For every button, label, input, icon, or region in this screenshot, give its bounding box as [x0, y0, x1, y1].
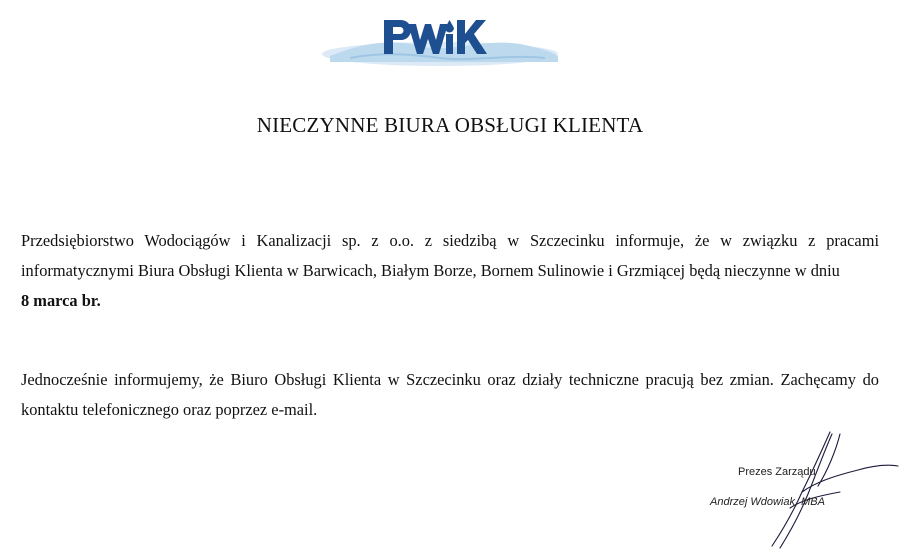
info-paragraph — [21, 365, 879, 425]
pwik-water-logo-icon — [320, 8, 560, 70]
notice-paragraph — [21, 226, 879, 316]
page-title: NIECZYNNE BIURA OBSŁUGI KLIENTA — [256, 113, 644, 137]
closure-date: 8 marca br. — [21, 291, 101, 310]
info-paragraph-text: Jednocześnie informujemy, że Biuro Obsługi Klienta w Szczecinku oraz działy techniczne pracują bez zmian. Zachęcamy do kontaktu telefonicznego oraz poprzez e-mail. — [21, 370, 879, 419]
signatory-name: Andrzej Wdowiak, MBA — [710, 496, 825, 508]
notice-paragraph-text: Przedsiębiorstwo Wodociągów i Kanalizacji sp. z o.o. z siedzibą w Szczecinku informuje, że w związku z pracami informatycznymi Biura Obsługi Klienta w Barwicach, Białym Borze, Bornem Sulinowie i Grzmiącej będą nieczynne w dniu — [21, 231, 879, 280]
company-logo — [320, 8, 560, 70]
signatory-role: Prezes Zarządu — [738, 466, 816, 478]
handwritten-signature-icon — [690, 430, 900, 550]
signature-block — [690, 430, 900, 550]
